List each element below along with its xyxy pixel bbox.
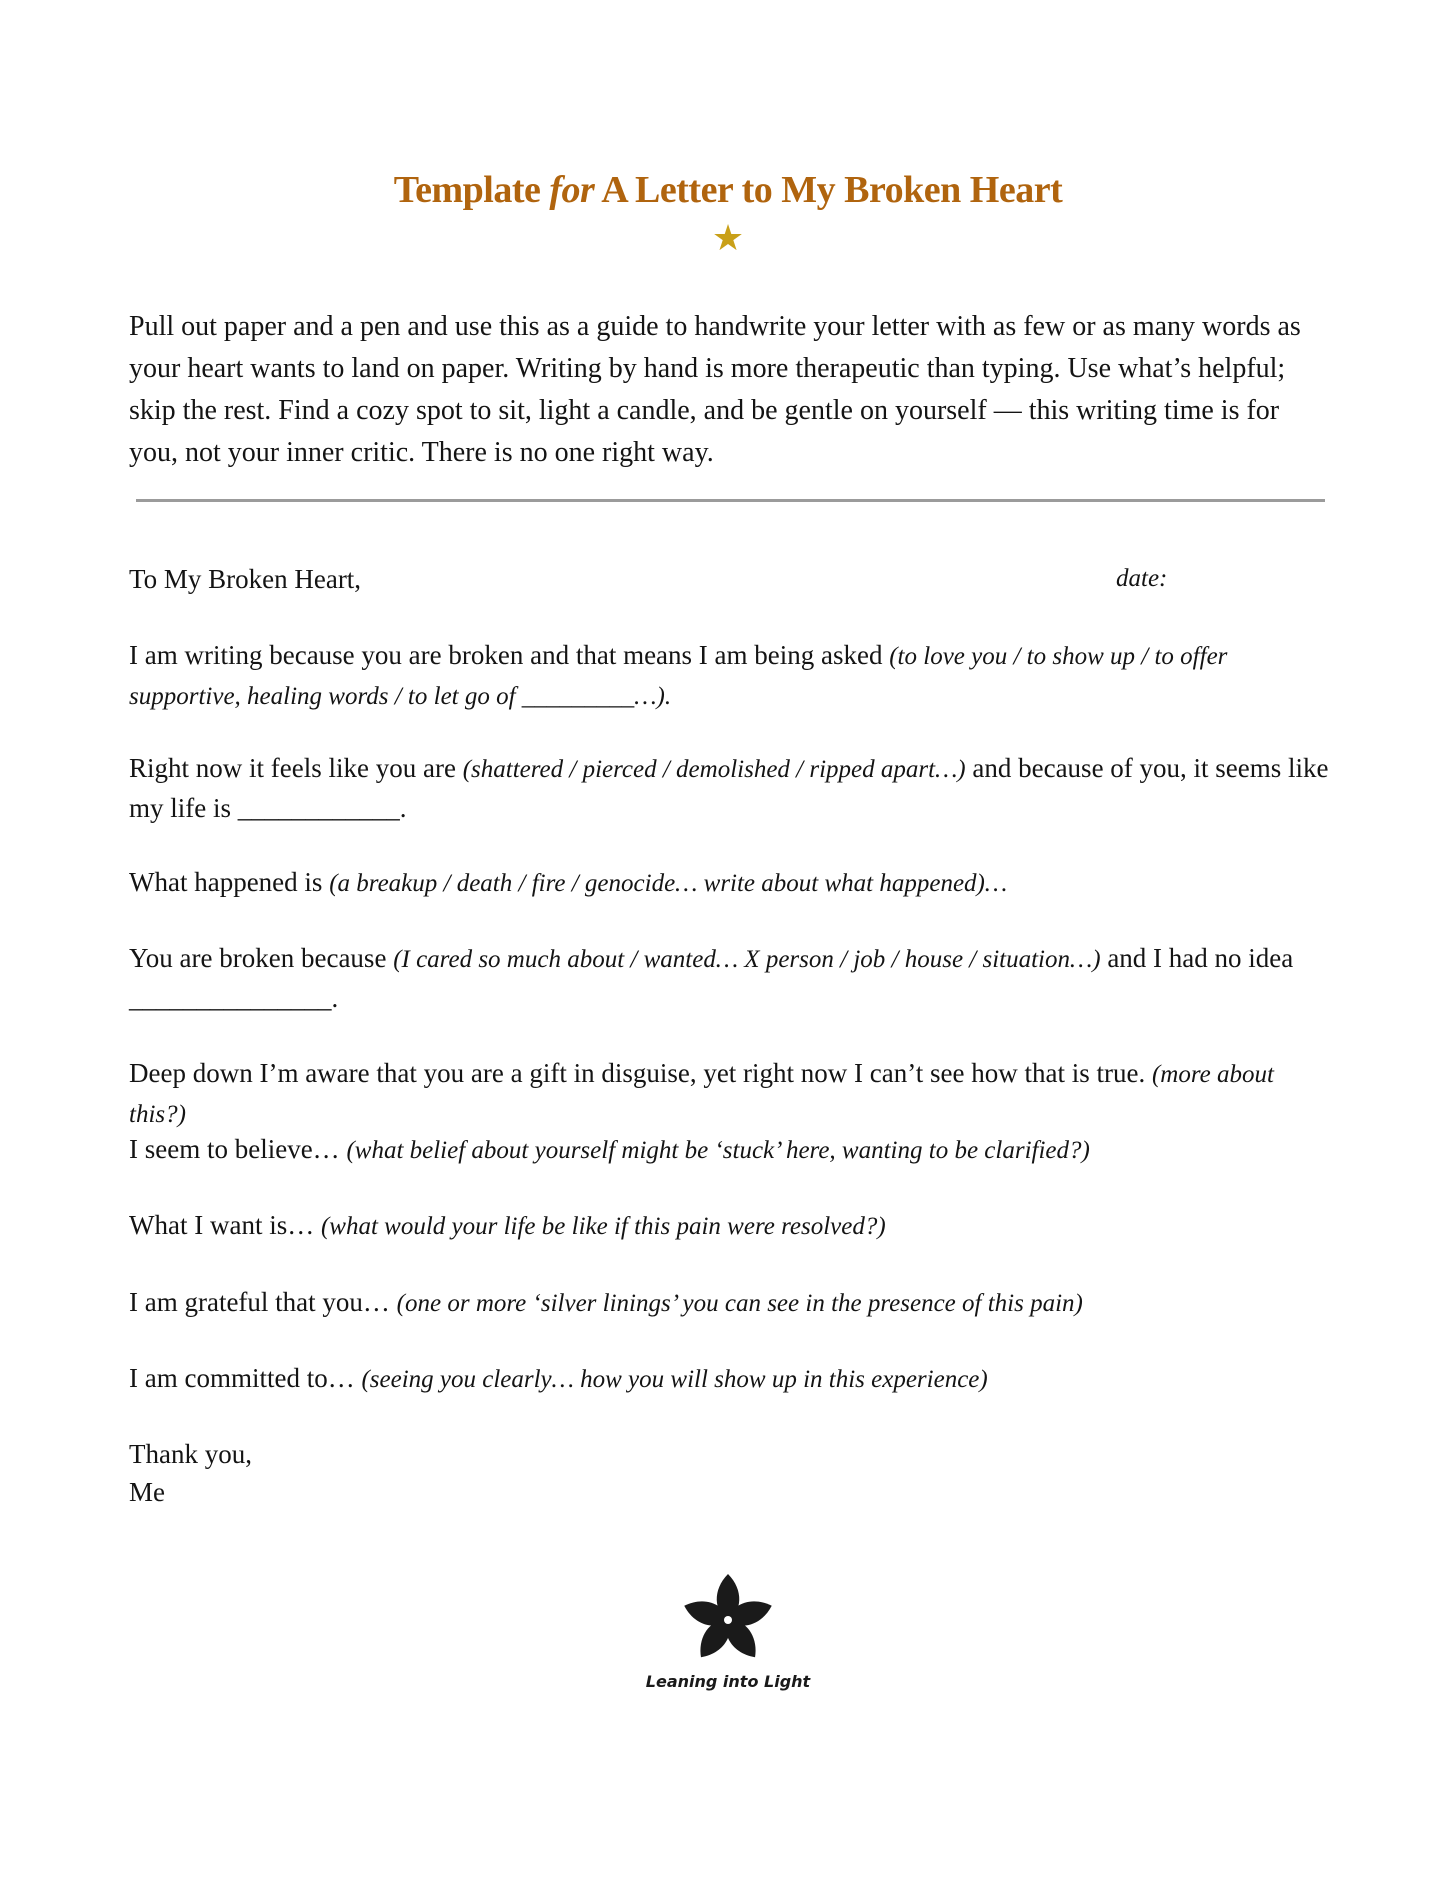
line-text-end: and because of you, it seems like my life is ____________. [129, 753, 1329, 823]
line-text: I am grateful that you… [129, 1287, 397, 1317]
title-for: for [549, 169, 595, 211]
letter-line-grateful [129, 1283, 1329, 1323]
letter-line-because [129, 939, 1329, 1017]
line-prompt: (to love you / to show up / to offer supportive, healing words / to let go of _________…). [129, 643, 1228, 710]
line-text: Deep down I’m aware that you are a gift in disguise, yet right now I can’t see how that is true. [129, 1058, 1152, 1088]
line-text: I am committed to… [129, 1363, 362, 1393]
line-prompt: (shattered / pierced / demolished / ripped apart…) [462, 756, 966, 783]
letter-line-committed [129, 1359, 1329, 1399]
salutation: To My Broken Heart, [129, 564, 362, 594]
line-prompt: (what would your life be like if this pain were resolved?) [320, 1213, 886, 1240]
letter-line-happened [129, 863, 1329, 903]
line-text: What happened is [129, 867, 330, 897]
section-divider [136, 499, 1325, 502]
star-icon: ★ [711, 218, 745, 258]
line-text: Right now it feels like you are [129, 753, 463, 783]
footer-logo [0, 1568, 1456, 1691]
line-text: I am writing because you are broken and that means I am being asked [129, 640, 890, 670]
line-text: What I want is… [129, 1210, 321, 1240]
intro-paragraph: Pull out paper and a pen and use this as a guide to handwrite your letter with as few or as many words as your heart wants to land on paper. Writing by hand is more therapeutic than typing. Use what’s helpful; skip the rest. Find a cozy spot to sit, light a candle, and be gentle on yourself — this writing time is for you, not your inner critic. There is no one right way. [129, 311, 1301, 468]
line-prompt: (what belief about yourself might be ‘stuck’ here, wanting to be clarified?) [346, 1137, 1090, 1164]
page-title [0, 168, 1456, 212]
signature: Me [129, 1477, 165, 1507]
letter-line-gift [129, 1054, 1329, 1134]
logo-text: Leaning into Light [645, 1672, 811, 1691]
letter-line-want [129, 1206, 1329, 1246]
line-prompt: (a breakup / death / fire / genocide… write about what happened)… [329, 870, 1008, 897]
letter-line-feels [129, 749, 1329, 827]
letter-line-believe [129, 1130, 1329, 1170]
flower-logo-icon [673, 1568, 783, 1668]
title-prefix: Template [393, 169, 541, 211]
line-prompt: (more about this?) [129, 1061, 1274, 1128]
letter-line-asked [129, 636, 1329, 716]
line-prompt: (one or more ‘silver linings’ you can see in the presence of this pain) [396, 1290, 1083, 1317]
line-text-end: and I had no idea _______________. [129, 943, 1294, 1013]
line-prompt: (I cared so much about / wanted… X person / job / house / situation…) [393, 946, 1101, 973]
line-prompt: (seeing you clearly… how you will show up in this experience) [361, 1366, 988, 1393]
line-text: You are broken because [129, 943, 394, 973]
date-label: date: [1116, 565, 1168, 592]
line-text: I seem to believe… [129, 1134, 347, 1164]
closing: Thank you, [129, 1439, 252, 1469]
title-suffix: A Letter to My Broken Heart [601, 169, 1063, 211]
